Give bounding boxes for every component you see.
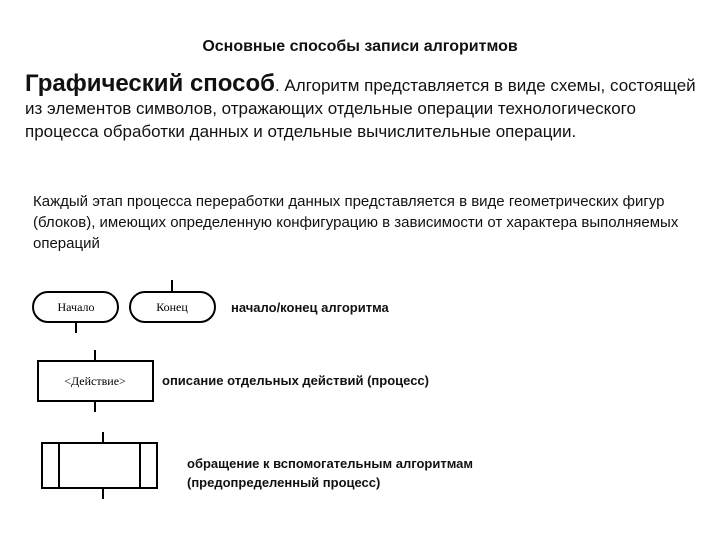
process-label: <Действие> [64,374,126,388]
intro-lead: Графический способ [25,70,275,97]
blocks-paragraph: Каждый этап процесса переработки данных представляется в виде геометрических фигур (блоков), имеющих определенную конфигурацию в зависимости от характера выполняемых операций [33,193,679,252]
terminator-end-label: Конец [156,300,188,314]
terminator-start-label: Начало [57,300,95,314]
process-description: описание отдельных действий (процесс) [162,373,429,388]
terminator-start-shape [33,292,118,333]
predefined-description-line1: обращение к вспомогательным алгоритмам [187,456,473,471]
terminator-description: начало/конец алгоритма [231,300,389,315]
slide-title: Основные способы записи алгоритмов [202,38,518,55]
intro-text: . Алгоритм представляется в виде схемы, состоящей из элементов символов, отражающих отдельные операции технологического процесса обработки данных и отдельные вычислительные операции. [25,76,696,141]
process-shape [38,350,153,412]
predefined-process-shape [42,432,157,499]
terminator-end-shape [130,280,215,322]
predefined-description-line2: (предопределенный процесс) [187,475,381,490]
